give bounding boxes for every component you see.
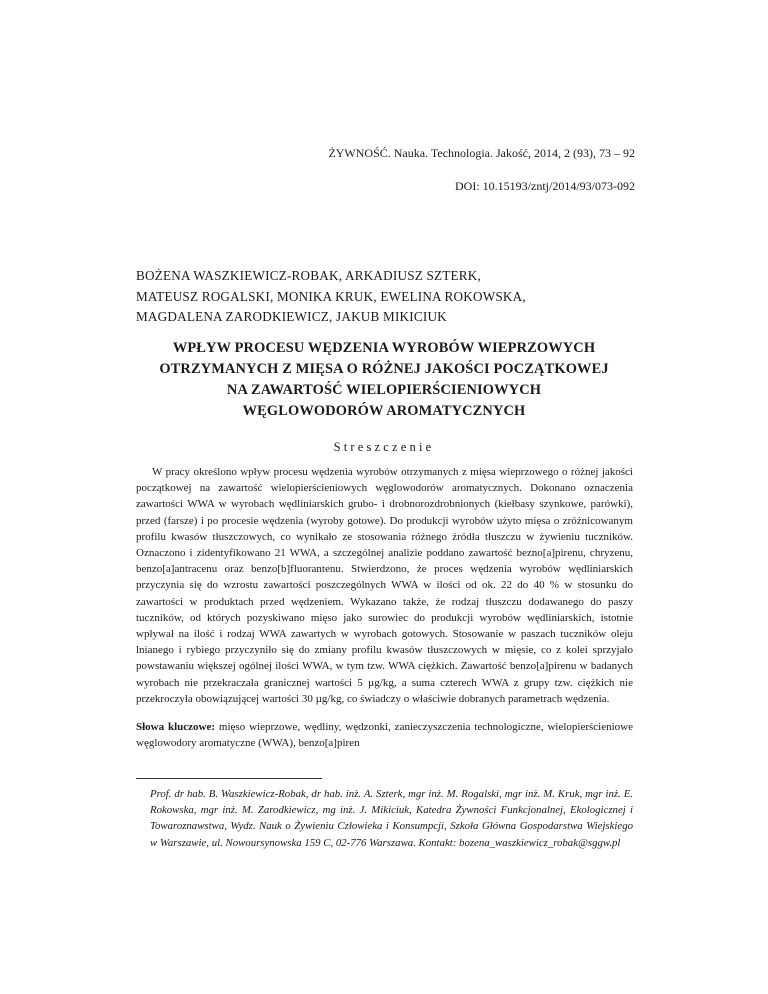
author-line: MAGDALENA ZARODKIEWICZ, JAKUB MIKICIUK: [136, 309, 447, 324]
author-line: BOŻENA WASZKIEWICZ-ROBAK, ARKADIUSZ SZTERK,: [136, 268, 481, 283]
journal-citation: ŻYWNOŚĆ. Nauka. Technologia. Jakość, 2014, 2 (93), 73 – 92: [328, 146, 635, 160]
doi: DOI: 10.15193/zntj/2014/93/073-092: [455, 179, 635, 193]
abstract-heading: Streszczenie: [333, 440, 435, 454]
abstract: [136, 464, 633, 707]
author-list: [136, 266, 656, 328]
keywords: [136, 719, 633, 751]
keywords-label: Słowa kluczowe:: [136, 721, 216, 733]
abstract-text: W pracy określono wpływ procesu wędzenia wyrobów otrzymanych z mięsa wieprzowego o różnej jakości początkowej na zawartość wielopierścieniowych węglowodorów aromatycznych. Dokonano oznaczenia zawartości WWA w wyrobach wędliniarskich grubo- i drobnorozdrobnionych (kiełbasy szynkowe, parówki), przed (farsze) i po procesie wędzenia (wyroby gotowe). Do produkcji wyrobów użyto mięsa o zróżnicowanym profilu kwasów tłuszczowych, co wynikało ze stosowania różnego źródła tłuszczu w żywieniu tuczników. Oznaczono i zidentyfikowano 21 WWA, a szczególnej analizie poddano zawartość bezno[a]pirenu, chryzenu, benzo[a]antracenu oraz benzo[b]fluorantenu. Stwierdzono, że proces wędzenia wyrobów wędliniarskich przyczynia się do wzrostu zawartości poszczególnych WWA w ilości od ok. 22 do 40 % w stosunku do zawartości w produktach przed wędzeniem. Wykazano także, że rodzaj tłuszczu dodawanego do paszy tuczników, od których pozyskiwano mięso jako surowiec do produkcji wyrobów wędliniarskich, istotnie wpływał na ilość i rodzaj WWA zawartych w wyrobach gotowych. Stosowanie w paszach tuczników oleju lnianego i rybiego przyczyniło się do zmiany profilu kwasów tłuszczowych w mięsie, co z kolei sprzyjało powstawaniu większej ogólnej ilości WWA, w tym tzw. WWA ciężkich. Zawartość benzo[a]pirenu w badanych wyrobach nie przekraczała granicznej wartości 5 µg/kg, a suma czterech WWA z grupy tzw. ciężkich nie przekroczyła obowiązującej wartości 30 µg/kg, co świadczy o właściwie dobranych parametrach wędzenia.: [136, 466, 633, 705]
title-line: OTRZYMANYCH Z MIĘSA O RÓŻNEJ JAKOŚCI POCZĄTKOWEJ: [159, 361, 609, 377]
title-line: WĘGLOWODORÓW AROMATYCZNYCH: [242, 403, 526, 419]
keywords-text: mięso wieprzowe, wędliny, wędzonki, zanieczyszczenia technologiczne, wielopierścieniowe węglowodory aromatyczne (WWA), benzo[a]piren: [136, 721, 633, 750]
author-affiliation-footnote: Prof. dr hab. B. Waszkiewicz-Robak, dr hab. inż. A. Szterk, mgr inż. M. Rogalski, mgr inż. M. Kruk, mgr inż. E. Rokowska, mgr inż. M. Zarodkiewicz, mg inż. J. Mikiciuk, Katedra Żywności Funkcjonalnej, Ekologicznej i Towaroznawstwa, Wydz. Nauk o Żywieniu Człowieka i Konsumpcji, Szkoła Główna Gospodarstwa Wiejskiego w Warszawie, ul. Nowoursynowska 159 C, 02-776 Warszawa. Kontakt: bozena_waszkiewicz_robak@sggw.pl: [150, 788, 633, 849]
paper-title: [120, 338, 648, 422]
title-line: NA ZAWARTOŚĆ WIELOPIERŚCIENIOWYCH: [226, 382, 542, 398]
footnote-separator: [136, 778, 322, 779]
title-line: WPŁYW PROCESU WĘDZENIA WYROBÓW WIEPRZOWYCH: [172, 340, 596, 356]
author-line: MATEUSZ ROGALSKI, MONIKA KRUK, EWELINA ROKOWSKA,: [136, 288, 526, 304]
